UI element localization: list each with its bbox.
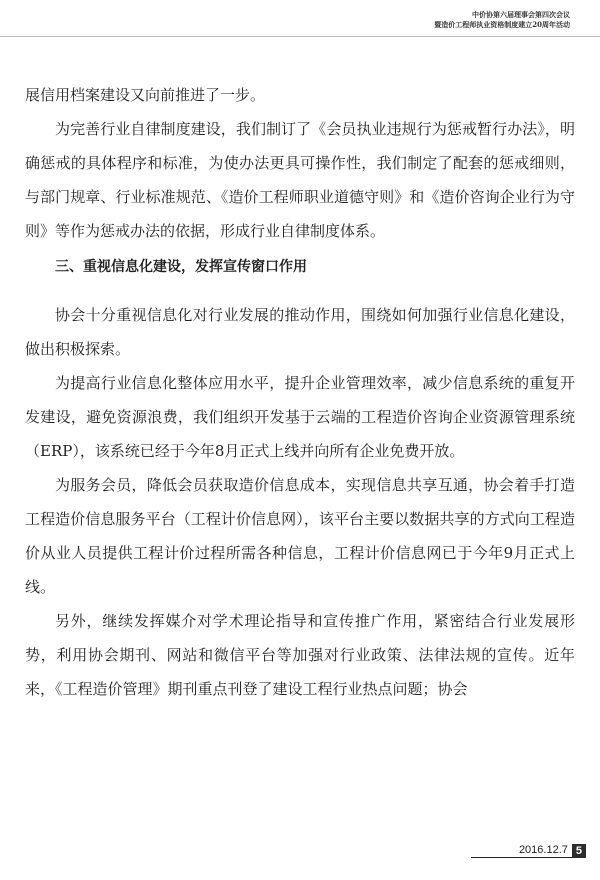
header-line-1: 中价协第六届理事会第四次会议 — [472, 10, 570, 19]
paragraph-informatization: 协会十分重视信息化对行业发展的推动作用，围绕如何加强行业信息化建设，做出积极探索。 — [25, 306, 575, 358]
paragraph-self-discipline: 为完善行业自律制度建设，我们制订了《会员执业违规行为惩戒暂行办法》，明确惩戒的具体程序和标准，为使办法更具可操作性，我们制定了配套的惩戒细则，与部门规章、行业标准规范、《造价工程师职业道德守则》和《造价咨询企业行为守则》等作为惩戒办法的依据，形成行业自律制度体系。 — [25, 120, 575, 240]
paragraph-info-platform: 为服务会员，降低会员获取造价信息成本，实现信息共享互通，协会着手打造工程造价信息服务平台（工程计价信息网），该平台主要以数据共享的方式向工程造价从业人员提供工程计价过程所需各种信息，工程计价信息网已于今年9月正式上线。 — [25, 476, 575, 596]
paragraph-media-promotion: 另外，继续发挥媒介对学术理论指导和宣传推广作用，紧密结合行业发展形势，利用协会期刊、网站和微信平台等加强对行业政策、法律法规的宣传。近年来，《工程造价管理》期刊重点刊登了建设工程行业热点问题；协会 — [25, 612, 575, 698]
article-body — [25, 78, 575, 706]
paragraph-erp-system: 为提高行业信息化整体应用水平，提升企业管理效率，减少信息系统的重复开发建设，避免资源浪费，我们组织开发基于云端的工程造价咨询企业资源管理系统（ERP），该系统已经于今年8月正式上线并向所有企业免费开放。 — [25, 374, 575, 460]
running-header — [434, 10, 570, 30]
page-footer — [471, 844, 586, 858]
issue-date: 2016.12.7 — [471, 844, 572, 858]
section-heading: 三、重视信息化建设，发挥宣传窗口作用 — [55, 259, 307, 275]
paragraph-continuation: 展信用档案建设又向前推进了一步。 — [25, 86, 266, 104]
header-divider — [0, 36, 600, 37]
header-line-2: 暨造价工程师执业资格制度建立20周年活动 — [434, 20, 570, 29]
page-number: 5 — [572, 844, 586, 858]
